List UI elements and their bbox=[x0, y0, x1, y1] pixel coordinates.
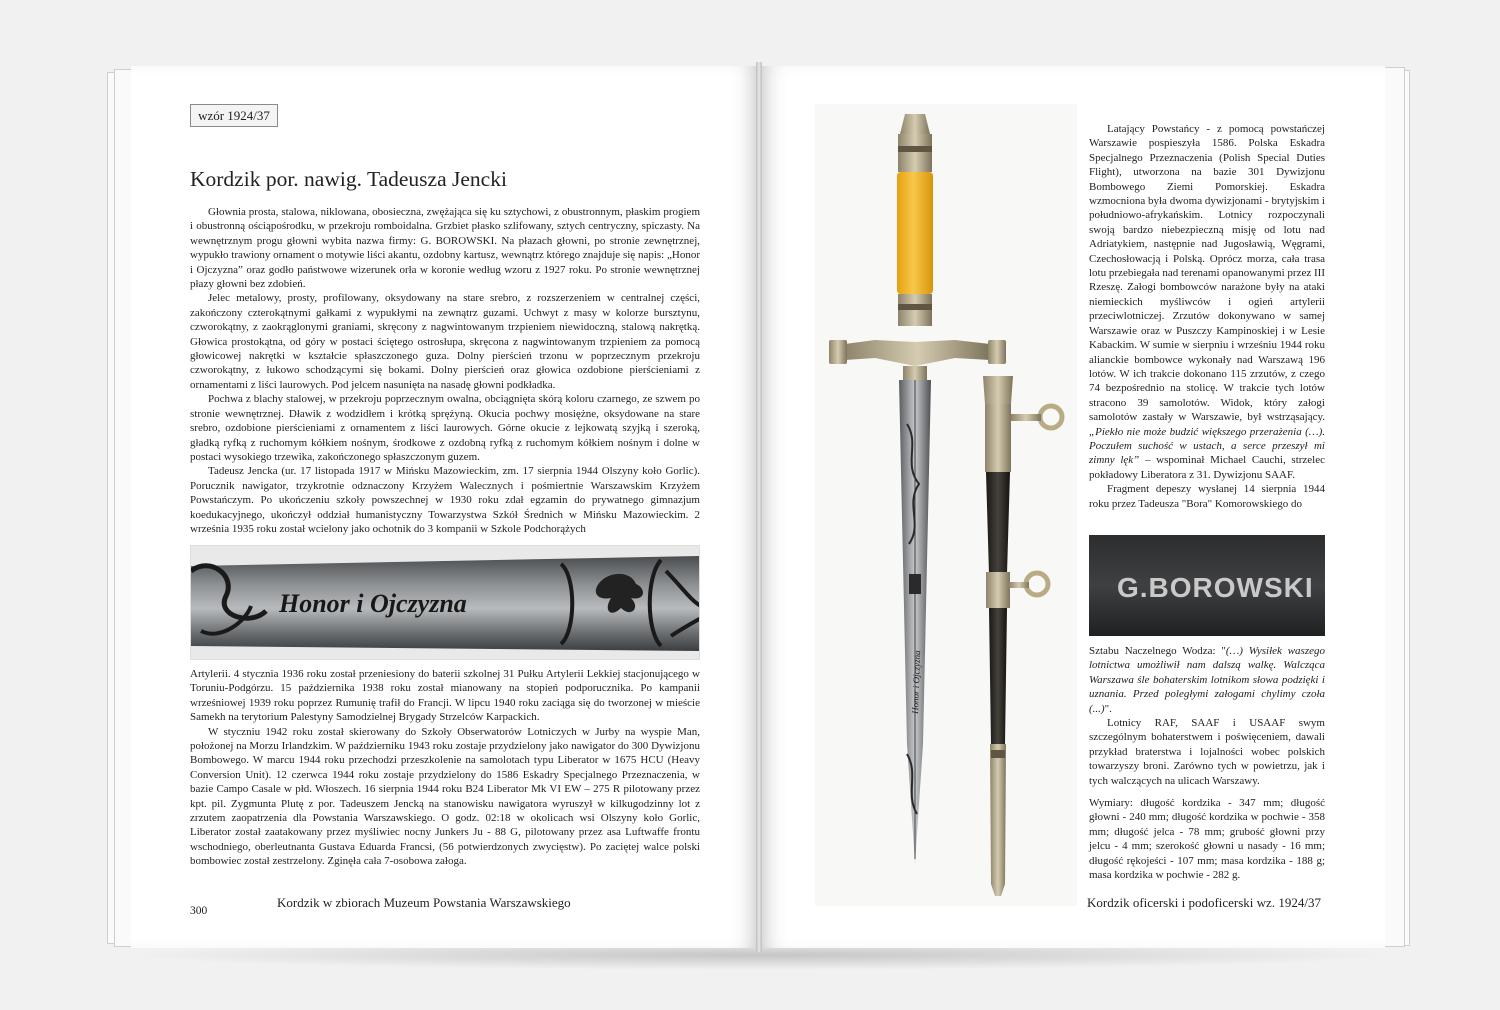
book-gutter bbox=[756, 62, 762, 952]
right-text-bottom bbox=[1089, 644, 1325, 883]
blade-engraving-photo bbox=[190, 545, 700, 660]
paragraph-airmen: Lotnicy RAF, SAAF i USAAF swym szczególnym bohaterstwem i poświęceniem, dawali przykład braterstwa i lojalności wobec polskich towarzyszy broni. Zarówno tych w powietrzu, jak i tych walczących na ulicach Warszawy. bbox=[1089, 717, 1325, 787]
paragraph-dispatch bbox=[1089, 644, 1325, 716]
right-footer: Kordzik oficerski i podoficerski wz. 1924/37 bbox=[1087, 895, 1321, 910]
blade-inscription: Honor i Ojczyzna bbox=[910, 650, 923, 715]
engraving-inscription: Honor i Ojczyzna bbox=[279, 589, 467, 618]
paragraph-biography: Tadeusz Jencka (ur. 17 listopada 1917 w Mińsku Mazowieckim, zm. 17 sierpnia 1944 Olszyny koło Gorlic). Porucznik nawigator, trzykrotnie odznaczony Krzyżem Walecznych i pośmiertnie Warszawskim Krzyżem Powstańczym. Po ukończeniu szkoły powszechnej w 1930 roku zdał egzamin do prywatnego gimnazjum koedukacyjnego, ukończył oddział humanistyczny Towarzystwa Szkół Średnich w Mińsku Mazowieckim. 2 września 1935 roku został wcielony jako ochotnik do 3 kompanii w Szkole Podchorążych bbox=[190, 465, 700, 535]
dagger-photo bbox=[815, 104, 1077, 906]
right-text-top bbox=[1089, 122, 1325, 511]
dispatch-prefix: Sztabu Naczelnego Wodza: " bbox=[1089, 645, 1226, 657]
paragraph-dispatch-intro: Fragment depeszy wysłanej 14 sierpnia 1944 roku przez Tadeusza "Bora" Komorowskiego do bbox=[1089, 483, 1325, 510]
cauchi-attribution: – wspominał Michael Cauchi, strzelec pokładowy Liberatora z 31. Dywizjonu SAAF. bbox=[1089, 454, 1325, 481]
flying-insurgents-text: Latający Powstańcy - z pomocą powstańczej Warszawie pospieszyła 1586. Polska Eskadra Specjalnego Przeznaczenia (Polish Special Duties Flight), utworzona na bazie 301 Dywizjonu Bombowego Ziemi Pomorskiej. Eskadra wzmocniona była dwoma dywizjonami - brytyjskim i południowo-afrykańskim. Lotnicy rozpoczynali swoją bardzo niebezpieczną misję od lotu nad Adriatykiem, następnie nad Jugosławią, Węgrami, Czechosłowacją i Polską. Oprócz morza, cała trasa lotu przebiegała nad terenami opanowanymi przez III Rzeszę. Załogi bombowców narażone były na ataki niemieckich myśliwców i ogień artylerii przeciwlotniczej. Zrzutów dokonywano w samej Warszawie oraz w Puszczy Kampinoskiej i w Lesie Kabackim. W sumie w sierpniu i wrześniu 1944 roku alianckie bombowce wykonały nad Warszawą 196 lotów. W ich trakcie dokonano 115 zrzutów, z czego 74 bezpośrednio na stolicę. W trakcie tych lotów stracono 39 samolotów. Widok, który załogi samolotów zastały w Warszawie, był wstrząsający. bbox=[1089, 123, 1325, 424]
model-tag: wzór 1924/37 bbox=[190, 104, 278, 127]
paragraph-flying-insurgents bbox=[1089, 122, 1325, 482]
left-text-bottom bbox=[190, 667, 700, 869]
paragraph-dimensions: Wymiary: długość kordzika - 347 mm; długość głowni - 240 mm; długość kordzika w pochwie - 358 mm; długość jelca - 78 mm; grubość głowni przy jelcu - 4 mm; szerokość głowni u nasady - 16 mm; długość rękojeści - 107 mm; masa kordzika - 188 g; masa kordzika w pochwie - 282 g. bbox=[1089, 797, 1325, 882]
stamp-text: G.BOROWSKI bbox=[1117, 572, 1314, 603]
dispatch-quote: (…) Wysiłek waszego lotnictwa umożliwił nam dalszą walkę. Walcząca Warszawa śle bohaterskim lotnikom słowa podzięki i uznania. Przed poległymi załogami chylimy czoła (...) bbox=[1089, 645, 1325, 715]
paragraph-artillery: Artylerii. 4 stycznia 1936 roku został przeniesiony do baterii szkolnej 31 Pułku Artylerii Lekkiej stacjonującego w Toruniu-Podgórzu. 15 października 1938 roku został mianowany na stopień podporucznika. Po kampanii wrześniowej 1939 roku poprzez Rumunię trafił do Francji. W lipcu 1940 roku zaciąga się do tworzonej w mieście Samekh na terytorium Palestyny Samodzielnej Brygady Strzelców Karpackich. bbox=[190, 668, 700, 724]
dispatch-suffix: ". bbox=[1104, 702, 1112, 715]
left-footer: Kordzik w zbiorach Muzeum Powstania Warszawskiego bbox=[277, 895, 571, 910]
paragraph-blade: Głownia prosta, stalowa, niklowana, obosieczna, zwężająca się ku sztychowi, z obustronnym, płaskim progiem i obustronną ościąpośrodku, w przekroju romboidalna. Grzbiet płasko szlifowany, sztych centryczny, spiczasty. Na wewnętrznym progu głowni wybita nazwa firmy: G. BOROWSKI. Na płazach głowni, po stronie zewnętrznej, wypukło trawiony ornament o motywie liści akantu, ozdobny kartusz, wewnątrz którego znajduje się napis: „Honor i Ojczyzna” oraz godło państwowe wizerunek orła w koronie według wzoru z 1927 roku. Po stronie wewnętrznej płazy głowni bez zdobień. bbox=[190, 206, 700, 291]
paragraph-flight: W styczniu 1942 roku został skierowany do Szkoły Obserwatorów Lotniczych w Jurby na wyspie Man, położonej na Morzu Irlandzkim. W październiku 1943 roku zostaje przydzielony jako nawigator do 300 Dywizjonu Bombowego. W marcu 1944 roku przechodzi przeszkolenie na samolotach typu Liberator w 1675 HCU (Heavy Conversion Unit). 12 czerwca 1944 roku zostaje przydzielony do 1586 Eskadry Specjalnego Przeznaczenia, w bazie Campo Casale w płd. Włoszech. 16 sierpnia 1944 roku B24 Liberator Mk VI EW – 275 R pilotowany przez kpt. pil. Zygmunta Plutę z por. Tadeuszem Jencką na stanowisku nawigatora wyruszył w kilkugodzinny lot z zrzutem zaopatrzenia dla Powstania Warszawskiego. O godz. 02:18 w okolicach wsi Olszyny koło Gorlic, Liberator został zaatakowany przez myśliwiec nocny Junkers Ju - 88 G, pilotowany przez asa Luftwaffe frontu wschodniego, oberleutnanta Gustava Eduarda Francsi, (56 potwierdzonych zwycięstw). Po zaciętej walce polski bombowiec został zestrzelony. Zginęła cała 7-osobowa załoga. bbox=[190, 725, 700, 868]
cauchi-quote: „Piekło nie może budzić większego przerażenia (…). Poczułem suchość w ustach, a serce przeszył mi zimny lęk” bbox=[1089, 425, 1325, 467]
page-title: Kordzik por. nawig. Tadeusza Jencki bbox=[190, 167, 507, 191]
left-text-top bbox=[190, 205, 700, 536]
page-number: 300 bbox=[190, 905, 208, 917]
paragraph-scabbard: Pochwa z blachy stalowej, w przekroju poprzecznym owalna, obciągnięta skórą koloru czarnego, ze szwem po stronie wewnętrznej. Dławik z wodzidłem i krótką sprężyną. Okucia pochwy mosiężne, oksydowane na stare srebro, ozdobione pierścieniami z ornamentem z liści laurowych. Górne okucie z lejkowatą szyjką i szeroką, gładką ryfką z ruchomym kółkiem nośnym, środkowe z ozdobną ryfką z ruchomym kółkiem nośnym i dolne w postaci wysokiego trzewika, zakończonego spłaszczonym guzem. bbox=[190, 393, 700, 463]
paragraph-guard: Jelec metalowy, prosty, profilowany, oksydowany na stare srebro, z rozszerzeniem w centralnej części, zakończony czterokątnymi gałkami z wypukłymi na zewnątrz guzami. Uchwyt z masy w kolorze bursztynu, czworokątny, z zaokrąglonymi graniami, skręcony z nagwintowanym trzpieniem niewidoczną, stalową nakrętką. Głowica prostokątna, od góry w postaci ściętego ostrosłupa, skręcona z nagwintowanym trzpieniem za pomocą głowicowej nakrętki w kształcie spłaszczonego guza. Dolny pierścień trzonu w poprzecznym przekroju czworokątny, z łukowo schodzącymi się bokami. Dolny pierścień oraz głowica ozdobione pierścieniami z ornamentami z liści laurowych. Pod jelcem nasunięta na nasadę głowni podkładka. bbox=[190, 292, 700, 391]
maker-stamp-photo bbox=[1089, 535, 1325, 636]
